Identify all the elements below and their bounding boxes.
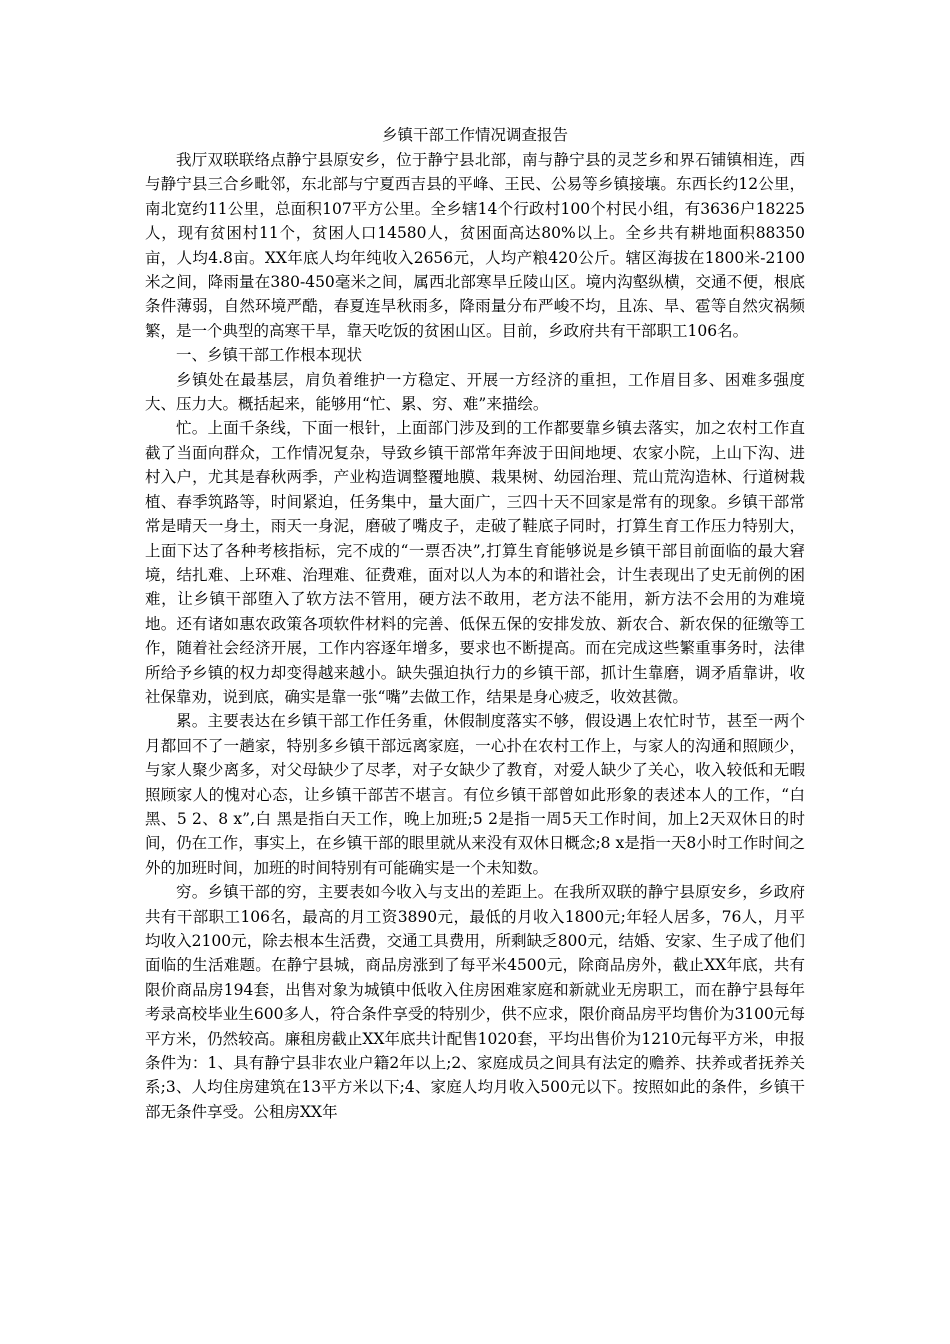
intro-paragraph: 我厅双联联络点静宁县原安乡，位于静宁县北部，南与静宁县的灵芝乡和界石铺镇相连，西与静宁县三合乡毗邻，东北部与宁夏西吉县的平峰、王民、公易等乡镇接壤。东西长约12公里，南北宽约11公里，总面积107平方公里。全乡辖14个行政村100个村民小组，有3636户18225人，现有贫困村11个，贫困人口14580人，贫困面高达80%以上。全乡共有耕地面积88350亩，人均4.8亩。XX年底人均年纯收入2656元，人均产粮420公斤。辖区海拔在1800米-2100米之间，降雨量在380-450毫米之间，属西北部寒旱丘陵山区。境内沟壑纵横，交通不便，根底条件薄弱，自然环境严酷，春夏连旱秋雨多，降雨量分布严峻不均，且冻、旱、雹等自然灾祸频繁，是一个典型的高寒干旱，靠天吃饭的贫困山区。目前，乡政府共有干部职工106名。 <box>145 151 805 340</box>
section-paragraph-poor: 穷。乡镇干部的穷，主要表如今收入与支出的差距上。在我所双联的静宁县原安乡，乡政府共有干部职工106名，最高的月工资3890元，最低的月收入1800元;年轻人居多，76人，月平均收入2100元，除去根本生活费，交通工具费用，所剩缺乏800元，结婚、安家、生子成了他们面临的生活难题。在静宁县城，商品房涨到了每平米4500元，除商品房外，截止XX年底，共有限价商品房194套，出售对象为城镇中低收入住房困难家庭和新就业无房职工，而在静宁县每年考录高校毕业生600多人，符合条件享受的特别少，供不应求，限价商品房平均售价为3100元每平方米，仍然较高。廉租房截止XX年底共计配售1020套，平均出售价为1210元每平方米，申报条件为：1、具有静宁县非农业户籍2年以上;2、家庭成员之间具有法定的赡养、扶养或者抚养关系;3、人均住房建筑在13平方米以下;4、家庭人均月收入500元以下。按照如此的条件，乡镇干部无条件享受。公租房XX年 <box>145 883 805 1121</box>
document-title: 乡镇干部工作情况调查报告 <box>381 126 568 144</box>
section-heading: 一、乡镇干部工作根本现状 <box>176 346 363 365</box>
document-body <box>145 123 805 1124</box>
section-paragraph-busy: 忙。上面千条线，下面一根针，上面部门涉及到的工作都要靠乡镇去落实，加之农村工作直截了当面向群众，工作情况复杂，导致乡镇干部常年奔波于田间地埂、农家小院，上山下沟、进村入户，尤其是春秋两季，产业构造调整覆地膜、栽果树、幼园治理、荒山荒沟造林、行道树栽植、春季筑路等，时间紧迫，任务集中，量大面广，三四十天不回家是常有的现象。乡镇干部常常是晴天一身土，雨天一身泥，磨破了嘴皮子，走破了鞋底子同时，打算生育工作压力特别大，上面下达了各种考核指标，完不成的“一票否决”,打算生育能够说是乡镇干部目前面临的最大窘境，结扎难、上环难、治理难、征费难，面对以人为本的和谐社会，计生表现出了史无前例的困难，让乡镇干部堕入了软方法不管用，硬方法不敢用，老方法不能用，新方法不会用的为难境地。还有诸如惠农政策各项软件材料的完善、低保五保的安排发放、新农合、新农保的征缴等工作，随着社会经济开展，工作内容逐年增多，要求也不断提高。而在完成这些繁重事务时，法律所给予乡镇的权力却变得越来越小。缺失强迫执行力的乡镇干部，抓计生靠磨，调矛盾靠讲，收社保靠劝，说到底，确实是靠一张“嘴”去做工作，结果是身心疲乏，收效甚微。 <box>145 419 805 706</box>
section-paragraph-overview: 乡镇处在最基层，肩负着维护一方稳定、开展一方经济的重担，工作眉目多、困难多强度大、压力大。概括起来，能够用“忙、累、穷、难”来描绘。 <box>145 370 805 414</box>
section-paragraph-tired: 累。主要表达在乡镇干部工作任务重，休假制度落实不够，假设遇上农忙时节，甚至一两个月都回不了一趟家，特别多乡镇干部远离家庭，一心扑在农村工作上，与家人的沟通和照顾少，与家人聚少离多，对父母缺少了尽孝，对子女缺少了教育，对爱人缺少了关心，收入较低和无暇照顾家人的愧对心态，让乡镇干部苦不堪言。有位乡镇干部曾如此形象的表述本人的工作，“白 黑、5 2、8 x”,白 黑是指白天工作，晚上加班;5 2是指一周5天工作时间，加上2天双休日的时间，仍在工作，事实上，在乡镇干部的眼里就从来没有双休日概念;8 x是指一天8小时工作时间之外的加班时间，加班的时间特别有可能确实是一个未知数。 <box>145 712 805 877</box>
